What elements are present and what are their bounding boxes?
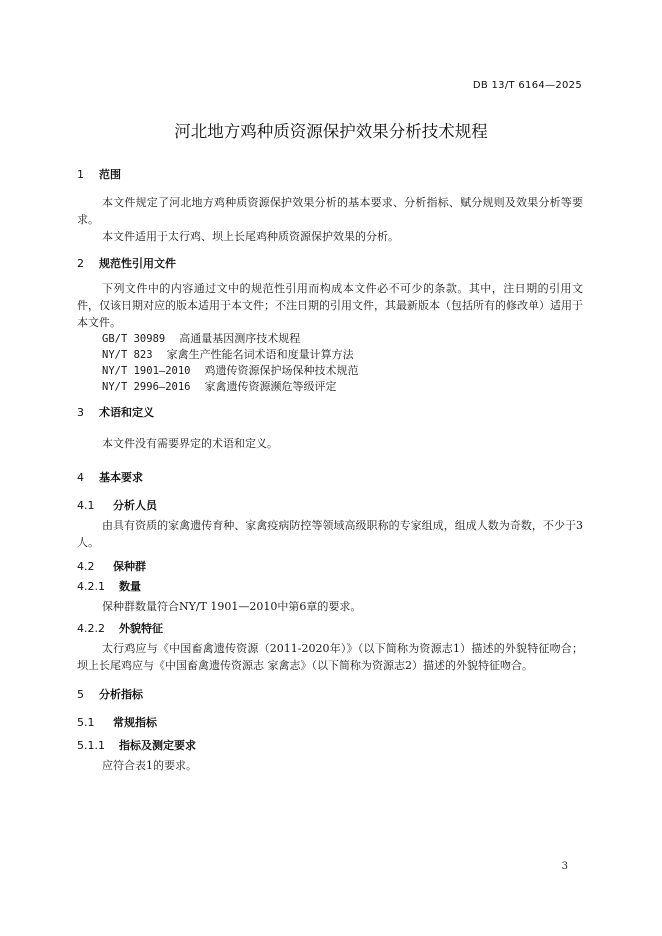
section-4-2-1-heading	[77, 578, 141, 594]
section-number: 1	[77, 168, 84, 181]
section-number: 4.1	[77, 499, 95, 512]
reference-name: 高通量基因测序技术规程	[179, 332, 301, 345]
section-1-paragraph-2: 本文件适用于太行鸡、坝上长尾鸡种质资源保护效果的分析。	[102, 230, 399, 243]
section-4-2-heading	[77, 558, 146, 574]
section-number: 5.1.1	[77, 739, 105, 752]
section-1-heading	[77, 166, 121, 182]
section-4-1-heading	[77, 497, 157, 513]
section-5-heading	[77, 686, 143, 702]
section-title: 外貌特征	[119, 622, 163, 635]
reference-code: NY/T 2996—2016	[102, 381, 191, 393]
reference-code: GB/T 30989	[102, 333, 166, 345]
section-number: 4.2.1	[77, 580, 105, 593]
section-title: 指标及测定要求	[119, 739, 196, 752]
section-title: 术语和定义	[99, 406, 154, 419]
reference-name: 鸡遗传资源保护场保种技术规范	[204, 364, 359, 377]
section-number: 4	[77, 471, 84, 484]
reference-code: NY/T 1901—2010	[102, 365, 191, 377]
section-4-1-paragraph: 由具有资质的家禽遗传育种、家禽疫病防控等领域高级职称的专家组成，组成人数为奇数，不少于3人。	[77, 519, 583, 549]
section-number: 4.2.2	[77, 622, 105, 635]
section-5-1-1-heading	[77, 737, 196, 753]
section-title: 保种群	[113, 560, 146, 573]
section-title: 基本要求	[99, 471, 143, 484]
section-5-1-1-paragraph: 应符合表1的要求。	[102, 759, 197, 772]
section-number: 2	[77, 257, 84, 270]
section-1-paragraph-1: 本文件规定了河北地方鸡种质资源保护效果分析的基本要求、分析指标、赋分规则及效果分析等要求。	[77, 196, 583, 226]
section-title: 范围	[99, 168, 121, 181]
section-4-2-2-paragraph: 太行鸡应与《中国畜禽遗传资源（2011-2020年）》（以下简称为资源志1）描述的外貌特征吻合；坝上长尾鸡应与《中国畜禽遗传资源志 家禽志》（以下简称为资源志2）描述的外貌特征吻合。	[77, 642, 583, 672]
section-number: 5.1	[77, 716, 95, 729]
section-title: 数量	[119, 580, 141, 593]
reference-name: 家禽遗传资源濒危等级评定	[204, 380, 337, 393]
section-number: 3	[77, 406, 84, 419]
section-2-paragraph-1: 下列文件中的内容通过文中的规范性引用而构成本文件必不可少的条款。其中，注日期的引用文件，仅该日期对应的版本适用于本文件；不注日期的引用文件，其最新版本（包括所有的修改单）适用于本文件。	[77, 282, 583, 329]
reference-name: 家禽生产性能名词术语和度量计算方法	[166, 348, 354, 361]
section-title: 分析指标	[99, 688, 143, 701]
reference-code: NY/T 823	[102, 349, 153, 361]
section-4-heading	[77, 469, 143, 485]
reference-item	[102, 378, 337, 396]
section-title: 分析人员	[113, 499, 157, 512]
section-2-heading	[77, 255, 176, 271]
section-number: 4.2	[77, 560, 95, 573]
section-number: 5	[77, 688, 84, 701]
document-title: 河北地方鸡种质资源保护效果分析技术规程	[174, 122, 488, 141]
section-5-1-heading	[77, 714, 157, 730]
section-3-heading	[77, 404, 154, 420]
section-4-2-1-paragraph: 保种群数量符合NY/T 1901—2010中第6章的要求。	[102, 600, 362, 613]
section-4-2-2-heading	[77, 620, 163, 636]
section-title: 规范性引用文件	[99, 257, 176, 270]
page-number: 3	[561, 861, 568, 872]
standard-code: DB 13/T 6164—2025	[472, 80, 582, 91]
section-title: 常规指标	[113, 716, 157, 729]
section-3-paragraph-1: 本文件没有需要界定的术语和定义。	[102, 437, 278, 450]
